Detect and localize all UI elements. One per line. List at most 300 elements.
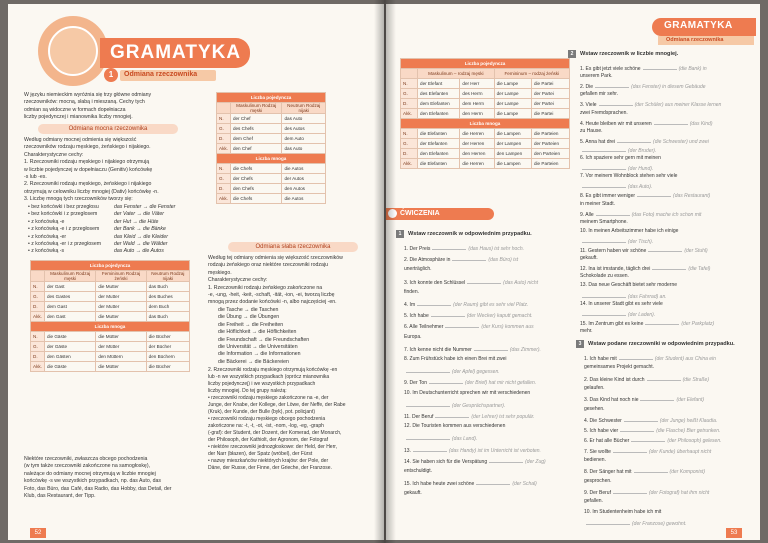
table-cell: die Parteien: [531, 129, 569, 139]
exercise-item: [580, 328, 593, 335]
exercise-item-text: 15. Ich habe heute zwei schöne: [404, 481, 475, 488]
table-cell: die Partei: [531, 79, 569, 89]
table-row: [31, 322, 190, 332]
table-cell: des Autos: [282, 124, 326, 134]
exercise-item: [584, 478, 612, 485]
pencil-icon: [388, 209, 397, 218]
exercise-item-text: 8. Es gibt immer weniger: [580, 193, 636, 200]
note-line: należące do odmiany mocnej otrzymują w liczbie mnogiej: [24, 470, 156, 477]
plural-rule-example: der Hut → die Hüte: [114, 218, 159, 225]
plural-rule-label: • z końcówką -e i z przegłosem: [28, 226, 100, 233]
plural-rule-row: [28, 248, 198, 255]
answer-blank[interactable]: [599, 100, 633, 106]
weak-declension-pill: Odmiana słaba rzeczownika: [228, 242, 358, 252]
exercise-item-text: 4. Die Schwester: [584, 417, 622, 424]
exercises-title: ĆWICZENIA: [400, 210, 440, 217]
exercise-item-text: 8. Der Sänger hat mit: [584, 469, 632, 476]
exercise-item: [580, 73, 613, 80]
table-cell: das Buch: [146, 282, 189, 292]
table-header: Femininum – rodzaj żeński: [494, 69, 569, 79]
exercise-item: [584, 467, 705, 476]
table-row: [31, 282, 190, 292]
exercise-item-text: mehr.: [580, 327, 593, 334]
table-cell: den Müttern: [96, 352, 146, 362]
answer-blank[interactable]: [452, 255, 486, 261]
table-row: [401, 139, 570, 149]
exercise-item-text: gesprochen.: [584, 477, 612, 484]
table-cell: die Mutter: [96, 312, 146, 322]
table-cell: den Elefanten: [418, 109, 460, 119]
weak-example-line: die Tasche → die Taschen: [218, 307, 279, 313]
answer-blank[interactable]: [582, 292, 626, 298]
exercise-item: [404, 479, 537, 488]
exercise-item: [580, 292, 667, 301]
table-cell: N.: [31, 332, 45, 342]
strong-text-line: 1. Rzeczowniki rodzaju męskiego i nijakiego otrzymują: [24, 159, 150, 166]
table-cell: den Chefs: [230, 184, 282, 194]
plural-rule-label: • bez końcówki i z przegłosem: [28, 211, 98, 218]
weak-text-line: mnogą przez dodanie końcówki -n, albo najczęściej -en.: [208, 299, 337, 306]
exercise-item-text: Schokolade zu essen.: [580, 273, 629, 280]
answer-blank[interactable]: [631, 436, 665, 442]
answer-blank[interactable]: [406, 401, 450, 407]
table-cell: der Lampen: [494, 139, 531, 149]
strong-text-line: 3. Liczbę mnogą tych rzeczowników tworzy się:: [24, 196, 133, 203]
plural-rule-example: der Vater → die Väter: [114, 211, 164, 218]
answer-blank[interactable]: [586, 519, 630, 525]
table-cell: den Herrn: [460, 109, 494, 119]
table-header: Maskulinum – rodzaj męski: [418, 69, 495, 79]
exercise-item: [584, 375, 709, 384]
exercise-item: [404, 356, 507, 363]
exercise-item: [584, 406, 605, 413]
answer-blank[interactable]: [582, 237, 626, 243]
exercise-hint: (das Auto) nicht: [503, 279, 538, 286]
mixed-declension-table: [216, 92, 326, 204]
answer-blank[interactable]: [645, 319, 679, 325]
answer-blank[interactable]: [406, 367, 450, 373]
table-cell: der Herr: [460, 79, 494, 89]
weak-example-line: die Freundschaft → die Freundschaften: [218, 336, 310, 343]
table-cell: die Bücher: [146, 332, 189, 342]
table-row: [217, 93, 326, 103]
table-cell: Akk.: [401, 159, 418, 169]
weak-text-line: Junge, der Knabe, der Kollege, der Löwe, der Neffe, der Rabe: [208, 402, 346, 408]
exercise-item-text: 3. Viele: [580, 102, 597, 109]
exercise-hint: (das Zimmer).: [509, 346, 541, 353]
answer-blank[interactable]: [582, 182, 626, 188]
table-cell: G.: [401, 139, 418, 149]
table-cell: den Autos: [282, 184, 326, 194]
exercise-item: [584, 519, 686, 528]
table-cell: den Elefanten: [418, 149, 460, 159]
weak-example-line: die Information → die Informationen: [218, 351, 301, 358]
note-line: Klub, das Restaurant, der Tipp.: [24, 493, 96, 500]
answer-blank[interactable]: [429, 378, 463, 384]
table-cell: die Partei: [531, 109, 569, 119]
exercise-item: [580, 100, 721, 109]
table-row: [401, 79, 570, 89]
table-row: [217, 164, 326, 174]
exercise-item-text: 7. Sie wollte: [584, 448, 611, 455]
table-row: [31, 271, 190, 282]
exercise-item-text: gelaufen.: [584, 384, 605, 391]
weak-text-line: liczby mnogiej. Do tej grupy należą:: [208, 388, 287, 394]
plural-rule-example: das Fenster → die Fenster: [114, 204, 176, 210]
answer-blank[interactable]: [413, 446, 447, 452]
note-line: końcówkę -s we wszystkich przypadkach, np. das Auto, das: [24, 478, 161, 485]
answer-blank[interactable]: [624, 416, 658, 422]
answer-blank[interactable]: [613, 488, 647, 494]
answer-blank[interactable]: [431, 311, 465, 317]
answer-blank[interactable]: [582, 310, 626, 316]
answer-blank[interactable]: [648, 246, 682, 252]
exercise-item-text: 5. Anna hat drei: [580, 138, 616, 145]
answer-blank[interactable]: [643, 64, 677, 70]
table-cell: dem Buch: [146, 302, 189, 312]
exercise-hint: (das Fahrrad) an.: [628, 293, 667, 300]
right-header-title: GRAMATYKA: [664, 20, 733, 31]
answer-blank[interactable]: [634, 467, 668, 473]
table-cell: die Mutter: [96, 282, 146, 292]
exercise-item: [580, 64, 707, 73]
exercise-hint: (das Büro) ist: [488, 257, 519, 264]
plural-rule-label: • z końcówką -s: [28, 248, 65, 255]
table-cell: die Lampe: [494, 79, 531, 89]
exercise-hint: (die Tafel): [688, 266, 711, 273]
plural-rule-label: • z końcówką -e: [28, 218, 65, 225]
table-row: [31, 302, 190, 312]
answer-blank[interactable]: [582, 164, 626, 170]
table-cell: die Lampe: [494, 109, 531, 119]
table-cell: dem Auto: [282, 134, 326, 144]
exercise-item-text: unerträglich.: [404, 266, 432, 273]
exercise-item: [404, 334, 422, 341]
exercise-item: [404, 244, 524, 253]
exercise-hint: (das Kind): [689, 120, 713, 127]
exercise-item-text: 2. Das kleine Kind ist durch: [584, 376, 645, 383]
exercise-item: [404, 289, 419, 296]
table-cell: die Lampen: [494, 129, 531, 139]
exercise-hint: (das Restaurant): [673, 193, 711, 200]
weak-text-line: • nazwy mieszkańców niektórych krajów: der Pole, der: [208, 458, 329, 464]
exercise-item-text: 5. Ich habe vier: [584, 428, 619, 435]
weak-declension-text-2: [208, 367, 380, 472]
exercise-hint: (der Schal): [512, 481, 537, 488]
plural-rule-row: [28, 204, 198, 211]
plural-rule-row: [28, 226, 198, 233]
table-cell: der Gast: [44, 282, 95, 292]
exercise-item-text: 12. Die Touristen kommen aus verschiedenen: [404, 423, 506, 430]
strong-text-line: Według odmiany mocnej odmienia się większość: [24, 137, 137, 143]
table-cell: der Autos: [282, 174, 326, 184]
table-cell: des Elefanten: [418, 89, 460, 99]
exercise-3-title: Wstaw podane rzeczowniki w odpowiednim przypadku.: [588, 341, 735, 347]
answer-blank[interactable]: [620, 426, 654, 432]
table-cell: den Gast: [44, 312, 95, 322]
table-cell: das Auto: [282, 144, 326, 154]
table-row: [31, 261, 190, 271]
exercise-item-text: 11. Der Beruf: [404, 414, 434, 420]
answer-blank[interactable]: [613, 447, 647, 453]
answer-blank[interactable]: [637, 191, 671, 197]
answer-blank[interactable]: [476, 479, 510, 485]
table-cell: die Autos: [282, 164, 326, 174]
exercise-item: [404, 457, 546, 466]
exercise-hint: (der Komponist): [669, 469, 706, 476]
exercise-item-text: 9. Alle: [580, 211, 594, 218]
table-header: Maskulinum Rodzaj męski: [44, 271, 95, 282]
answer-blank[interactable]: [640, 395, 674, 401]
weak-text-line: lub -n we wszystkich przypadkach (oprócz mianownika: [208, 374, 330, 380]
answer-blank[interactable]: [647, 375, 681, 381]
answer-blank[interactable]: [435, 412, 469, 418]
table-cell: des Buches: [146, 292, 189, 302]
exercise-item-text: 5. Ich habe: [404, 313, 429, 320]
table-cell: D.: [401, 149, 418, 159]
table-cell: die Herren: [460, 129, 494, 139]
table-row: [31, 342, 190, 352]
table-cell: dem Elefanten: [418, 99, 460, 109]
exercise-3-list: [584, 354, 756, 534]
answer-blank[interactable]: [406, 434, 450, 440]
exercise-item-text: gefallen.: [584, 498, 603, 505]
exercise-item: [584, 364, 654, 371]
exercise-item-text: 1. Es gibt jetzt viele schöne: [580, 66, 641, 72]
weak-text-line: • rzeczowniki rodzaju męskiego obcego pochodzenia: [208, 416, 326, 422]
exercise-item-text: 14. In unserer Stadt gibt es sehr viele: [580, 300, 663, 307]
answer-blank[interactable]: [617, 137, 651, 143]
exercise-item: [584, 354, 716, 363]
exercise-hint: (das Foto) mache ich schon mit: [631, 211, 702, 218]
weak-declension-text: [208, 255, 378, 307]
table-row: [217, 184, 326, 194]
table-cell: der Mutter: [96, 292, 146, 302]
exercise-item: [404, 490, 422, 497]
table-row: [401, 99, 570, 109]
table-caption: Liczba pojedyncza: [401, 59, 570, 69]
exercise-item-text: 3. Das Kind hat noch nie: [584, 397, 639, 404]
answer-blank[interactable]: [445, 322, 479, 328]
weak-text-line: zakończone na: -t, -t, -ot, -ist, -nom, -log, -eg, -graph: [208, 423, 324, 429]
strong-text-line: rzeczowników rodzaju męskiego, żeńskiego i nijakiego.: [24, 144, 151, 151]
page-number-right: 53: [726, 528, 742, 538]
exercise-hint: (die Bank) in: [678, 66, 707, 72]
weak-example-line: die Übung → die Übungen: [218, 314, 280, 321]
table-cell: des Gastes: [44, 292, 95, 302]
table-row: [217, 134, 326, 144]
table-row: [401, 59, 570, 69]
exercise-item-text: 7. Vor meinem Wohnblock stehen sehr viele: [580, 173, 678, 180]
exercise-item-text: bedienen.: [584, 457, 606, 463]
exercise-hint: (der Kurs) kommen aus: [481, 324, 534, 331]
exercise-hint: (die Flasche) Bier getrunken.: [656, 428, 721, 435]
table-cell: Akk.: [217, 194, 231, 204]
exercise-item: [404, 255, 518, 264]
exercise-item-text: 1. Ich habe mit: [584, 356, 617, 362]
exercise-item: [584, 509, 661, 516]
exercise-item-text: meinem Smartphone.: [580, 218, 628, 225]
exercise-hint: (der Tisch).: [628, 238, 654, 245]
exercise-item-text: Europa.: [404, 333, 422, 340]
table-cell: die Mütter: [96, 362, 146, 372]
note-line: Niektóre rzeczowniki, zwłaszcza obcego pochodzenia: [24, 456, 148, 462]
answer-blank[interactable]: [596, 210, 630, 216]
table-cell: den Lampen: [494, 149, 531, 159]
exercise-item: [580, 146, 656, 155]
weak-example-line: die Freiheit → die Freiheiten: [218, 321, 284, 328]
page-title: GRAMATYKA: [110, 42, 242, 63]
weak-example-line: die Höflichkeit → die Höflichkeiten: [218, 329, 297, 336]
answer-blank[interactable]: [474, 345, 508, 351]
exercise-hint: (der Philosoph) gelesen.: [667, 438, 722, 445]
table-cell: N.: [401, 79, 418, 89]
weak-text-line: • niektóre rzeczowniki jednozgłoskowe: der Held, der Herr,: [208, 444, 338, 450]
plural-rules-list: [28, 204, 198, 256]
table-cell: den Gästen: [44, 352, 95, 362]
exercise-hint: (der Raum) gibt es sehr viel Platz.: [453, 302, 529, 308]
exercise-hint: (der Gesprächspartner).: [452, 402, 506, 409]
exercise-item: [404, 434, 477, 443]
exercise-item: [404, 367, 500, 376]
exercise-hint: (der Elefant): [676, 397, 704, 404]
exercise-item-text: 13. Das neue Geschäft bietet sehr moderne: [580, 282, 678, 289]
exercise-hint: (die Straße): [682, 376, 709, 383]
strong-declension-table: [30, 260, 190, 372]
exercise-item-text: gemeinsames Projekt gemacht.: [584, 364, 655, 371]
exercise-item: [580, 82, 706, 91]
exercise-item: [580, 119, 713, 128]
exercise-item-text: gefallen mir sehr.: [580, 91, 619, 98]
exercise-item: [404, 278, 538, 287]
table-cell: G.: [31, 342, 45, 352]
exercise-item: [584, 426, 720, 435]
answer-blank[interactable]: [489, 457, 523, 463]
table-cell: des Chefs: [230, 124, 282, 134]
exercise-item-text: zu Hause.: [580, 127, 603, 134]
exercise-item: [580, 155, 661, 162]
exercise-2-number: 2: [568, 50, 576, 58]
exercise-item-text: 2. Die: [580, 84, 594, 91]
table-cell: der Elefanten: [418, 139, 460, 149]
table-cell: D.: [31, 352, 45, 362]
table-cell: der Lampe: [494, 89, 531, 99]
exercise-item: [580, 319, 714, 328]
table-header: [31, 271, 45, 282]
strong-text-line: -s lub -es.: [24, 174, 47, 181]
table-row: [401, 159, 570, 169]
answer-blank[interactable]: [654, 119, 688, 125]
table-row: [31, 312, 190, 322]
exercise-item: [404, 378, 536, 387]
answer-blank[interactable]: [619, 354, 653, 360]
exercise-item: [404, 412, 535, 421]
exercise-hint: (der Student) aus China ein: [654, 356, 716, 362]
answer-blank[interactable]: [582, 146, 626, 152]
intro-line: liczby pojedynczej i mianownika liczby mnogiej.: [24, 114, 133, 121]
table-cell: die Herren: [460, 159, 494, 169]
table-cell: dem Chef: [230, 134, 282, 144]
table-cell: G.: [217, 174, 231, 184]
table-cell: das Auto: [282, 114, 326, 124]
exercise-item: [584, 385, 605, 392]
exercise-item-text: 4. Im: [404, 302, 416, 308]
table-cell: das Buch: [146, 312, 189, 322]
table-cell: der Chef: [230, 114, 282, 124]
weak-declension-examples: [218, 307, 378, 366]
table-cell: dem Herrn: [460, 99, 494, 109]
exercise-1-number: 1: [396, 230, 404, 238]
exercise-item: [580, 219, 628, 226]
table-cell: die Gäste: [44, 362, 95, 372]
exercise-item-text: 9. Der Beruf: [584, 489, 611, 496]
table-cell: den Herren: [460, 149, 494, 159]
note-line: (w tym także rzeczowniki zakończone na samogłoskę),: [24, 463, 150, 470]
weak-example-line: die Bäckerei → die Bäckereien: [218, 358, 289, 365]
exercise-hint: (das Haus) ist sehr hoch.: [468, 246, 524, 252]
table-row: [217, 144, 326, 154]
table-caption: Liczba pojedyncza: [217, 93, 326, 103]
table-row: [401, 69, 570, 79]
table-cell: N.: [31, 282, 45, 292]
exercise-item: [580, 191, 710, 200]
table-cell: die Parteien: [531, 159, 569, 169]
table-row: [401, 149, 570, 159]
table-cell: D.: [217, 134, 231, 144]
right-page: [386, 4, 760, 540]
exercise-hint: (der Laden).: [628, 311, 656, 318]
exercise-item: [584, 488, 709, 497]
strong-text-line: 2. Rzeczowniki rodzaju męskiego, żeńskiego i nijakiego: [24, 181, 152, 188]
plural-rule-row: [28, 211, 198, 218]
table-cell: der Bücher: [146, 342, 189, 352]
exercise-1-title: Wstaw rzeczownik w odpowiednim przypadku.: [408, 231, 532, 237]
exercise-item: [404, 311, 533, 320]
strong-declension-text: [24, 137, 192, 204]
answer-blank[interactable]: [432, 244, 466, 250]
table-caption: Liczba mnoga: [401, 119, 570, 129]
table-cell: Akk.: [217, 144, 231, 154]
table-cell: die Elefanten: [418, 159, 460, 169]
answer-blank[interactable]: [467, 278, 501, 284]
exercise-item-text: 6. Alle Teilnehmer: [404, 324, 444, 331]
table-cell: die Bücher: [146, 362, 189, 372]
exercise-hint: (der Hund).: [628, 166, 654, 173]
left-page: [8, 4, 384, 540]
exercise-item-text: 10. In meinen Arbeitszimmer habe ich einige: [580, 227, 679, 234]
table-cell: den Parteien: [531, 149, 569, 159]
strong-text-line: Charakterystyczne cechy:: [24, 151, 84, 158]
section-number: 1: [104, 68, 118, 82]
answer-blank[interactable]: [417, 300, 451, 306]
table-cell: die Lampen: [494, 159, 531, 169]
exercise-item: [404, 266, 432, 273]
exercise-hint: (der Franzose) gewohnt.: [632, 520, 687, 527]
table-cell: G.: [31, 292, 45, 302]
answer-blank[interactable]: [652, 264, 686, 270]
exercise-2-list: [580, 64, 756, 334]
table-cell: des Herrn: [460, 89, 494, 99]
exercise-item: [404, 345, 541, 354]
weak-text-line: rodzaju żeńskiego oraz niektóre rzeczowniki rodzaju: [208, 262, 328, 269]
exercise-hint: (der Stuhl): [684, 248, 708, 254]
table-header: Femininum Rodzaj żeński: [96, 271, 146, 282]
exercise-hint: (der Kunde) überhaupt nicht: [648, 448, 712, 455]
table-row: [401, 119, 570, 129]
exercise-item-text: 2. Die Atmosphäre in: [404, 257, 451, 264]
answer-blank[interactable]: [595, 82, 629, 88]
intro-line: rzeczowników: mocną, słabą i mieszaną. Cechy tych: [24, 99, 145, 106]
